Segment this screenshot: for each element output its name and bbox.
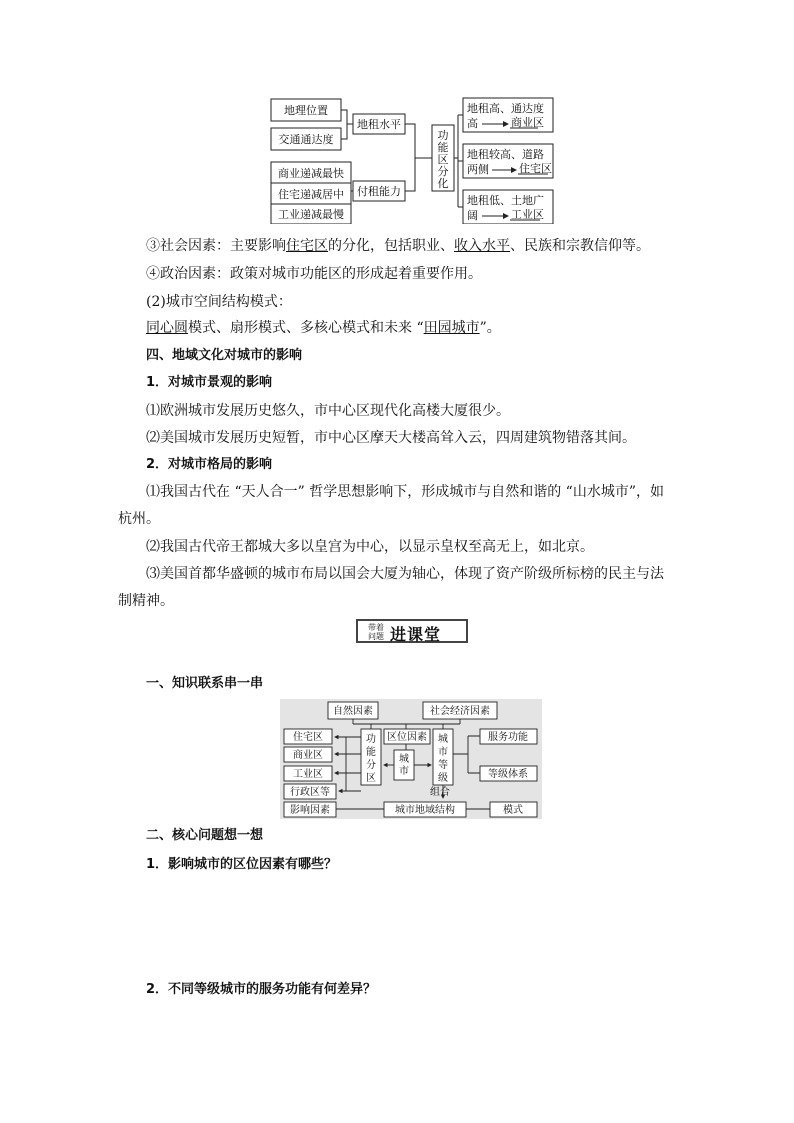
para-ancient-china-2: 杭州。 — [118, 511, 160, 527]
para-political-factor: ④政治因素：政策对城市功能区的形成起着重要作用。 — [146, 266, 482, 282]
d2-right-1: 等级体系 — [488, 769, 528, 780]
d1-right-0-l2: 高 — [467, 117, 478, 130]
section-core-questions: 二、核心问题想一想 — [146, 828, 264, 843]
d1-left-top-0: 地理位置 — [284, 104, 328, 117]
d2-left-1: 商业区 — [293, 750, 323, 761]
d2-left-0: 住宅区 — [293, 732, 323, 743]
d2-city-char: 市 — [399, 766, 409, 777]
d2-func-char: 分 — [366, 760, 376, 771]
d1-center-char: 区 — [437, 153, 449, 166]
d2-right-0: 服务功能 — [488, 732, 528, 743]
d2-grade-char: 级 — [438, 773, 448, 784]
function-zone-diagram — [260, 92, 560, 224]
d1-left-top-1: 交通通达度 — [278, 133, 334, 146]
d2-func-char: 能 — [366, 747, 376, 758]
para-spatial-structure: (2)城市空间结构模式： — [146, 294, 292, 310]
d2-func-char: 功 — [366, 734, 376, 745]
d1-left-bottom-2: 工业递减最慢 — [278, 208, 344, 221]
d1-center-char: 化 — [437, 177, 449, 190]
d1-right-0-l1: 地租高、通达度 — [467, 102, 544, 115]
d1-center-char: 能 — [437, 141, 449, 154]
d2-grade-char: 城 — [438, 734, 448, 745]
d1-mid-0: 地租水平 — [357, 118, 401, 131]
d2-influence: 影响因素 — [290, 805, 330, 816]
para-washington-1: ⑶美国首都华盛顿的城市布局以国会大厦为轴心，体现了资产阶级所标榜的民主与法 — [146, 566, 664, 582]
d1-right-1-target: 住宅区 — [519, 162, 552, 175]
badge-big-text: 进课堂 — [390, 625, 442, 644]
d1-right-1-l2: 两侧 — [467, 163, 489, 176]
question-2: 2．不同等级城市的服务功能有何差异？ — [146, 982, 377, 997]
para-washington-2: 制精神。 — [118, 593, 174, 609]
d2-structure: 城市地域结构 — [395, 805, 455, 816]
knowledge-map-diagram — [280, 699, 542, 819]
heading-4-2: 2．对城市格局的影响 — [146, 457, 273, 472]
d2-city-label — [399, 752, 409, 777]
d1-center-char: 功 — [437, 129, 449, 142]
d2-func-char: 区 — [366, 773, 376, 784]
para-social-factor: ③社会因素：主要影响住宅区的分化，包括职业、收入水平、民族和宗教信仰等。 — [146, 238, 650, 254]
d2-natural: 自然因素 — [333, 706, 373, 717]
d1-center-label — [438, 128, 449, 190]
para-usa: ⑵美国城市发展历史短暂，市中心区摩天大楼高耸入云，四周建筑物错落其间。 — [146, 430, 636, 446]
d1-right-2-l1: 地租低、土地广 — [467, 194, 544, 207]
class-section-badge — [356, 619, 468, 643]
heading-4-1: 1．对城市景观的影响 — [146, 375, 273, 390]
d2-combine-label — [430, 785, 450, 798]
d1-mid-1: 付租能力 — [357, 185, 401, 198]
para-ancient-china-1: ⑴我国古代在 “天人合一” 哲学思想影响下，形成城市与自然和谐的 “山水城市”，如 — [146, 484, 664, 500]
d2-left-2: 工业区 — [293, 769, 323, 780]
question-1: 1．影响城市的区位因素有哪些？ — [146, 857, 338, 872]
d1-right-2-target: 工业区 — [511, 208, 544, 221]
d2-left-3: 行政区等 — [290, 787, 330, 798]
para-models: 同心圆模式、扇形模式、多核心模式和未来 “田园城市”。 — [146, 320, 501, 336]
section-knowledge: 一、知识联系串一串 — [146, 676, 264, 691]
heading-section-4: 四、地域文化对城市的影响 — [146, 348, 303, 363]
d1-left-bottom-1: 住宅递减居中 — [278, 188, 344, 201]
d2-city-char: 城 — [399, 754, 409, 765]
d1-right-1-l1: 地租较高、道路 — [467, 148, 544, 161]
d1-center-char: 分 — [437, 165, 449, 178]
d2-mode: 模式 — [503, 805, 523, 816]
badge-small-text: 带着问题 — [368, 623, 384, 641]
d2-grade-char: 等 — [438, 760, 448, 771]
para-capital: ⑵我国古代帝王都城大多以皇宫为中心，以显示皇权至高无上，如北京。 — [146, 539, 594, 555]
d2-combine-text: 组合 — [430, 787, 450, 798]
d2-socioeconomic: 社会经济因素 — [430, 706, 490, 717]
d1-right-2-l2: 阔 — [467, 209, 478, 222]
para-europe: ⑴欧洲城市发展历史悠久，市中心区现代化高楼大厦很少。 — [146, 403, 510, 419]
d2-location: 区位因素 — [387, 732, 427, 743]
d2-grade-char: 市 — [438, 747, 448, 758]
d1-left-bottom-0: 商业递减最快 — [278, 167, 344, 180]
d1-right-0-target: 商业区 — [511, 116, 544, 129]
